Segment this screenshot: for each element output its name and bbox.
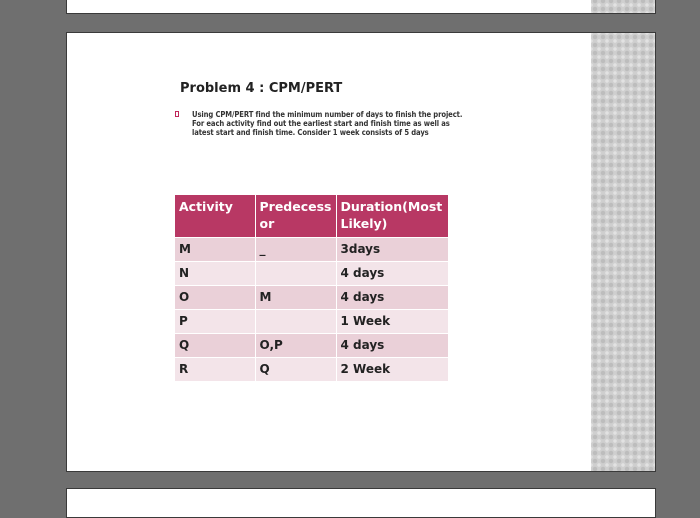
table-row bbox=[175, 309, 448, 333]
cell-duration: 1 Week bbox=[336, 309, 448, 333]
header-duration: Duration(Most Likely) bbox=[336, 195, 448, 237]
bullet-line: Using CPM/PERT find the minimum number of days to finish the project. bbox=[192, 110, 463, 119]
cell-predecessor: Q bbox=[255, 357, 336, 381]
slide-title: Problem 4 : CPM/PERT bbox=[180, 81, 343, 96]
cell-predecessor: O,P bbox=[255, 333, 336, 357]
cell-duration: 4 days bbox=[336, 333, 448, 357]
cell-activity: M bbox=[175, 237, 255, 261]
cell-activity: N bbox=[175, 261, 255, 285]
bullet-point bbox=[175, 110, 555, 137]
previous-slide[interactable] bbox=[66, 0, 656, 14]
cell-predecessor: M bbox=[255, 285, 336, 309]
table-row bbox=[175, 357, 448, 381]
cell-duration: 4 days bbox=[336, 285, 448, 309]
table-row bbox=[175, 237, 448, 261]
cell-activity: P bbox=[175, 309, 255, 333]
cell-predecessor: _ bbox=[255, 237, 336, 261]
activity-table bbox=[175, 195, 448, 381]
cell-duration: 2 Week bbox=[336, 357, 448, 381]
slide-decor-stripe bbox=[591, 33, 655, 471]
cell-activity: O bbox=[175, 285, 255, 309]
cell-activity: R bbox=[175, 357, 255, 381]
current-slide[interactable] bbox=[66, 32, 656, 472]
header-activity: Activity bbox=[175, 195, 255, 237]
header-predecessor: Predecess or bbox=[255, 195, 336, 237]
cell-duration: 3days bbox=[336, 237, 448, 261]
table-row bbox=[175, 261, 448, 285]
bullet-text bbox=[192, 110, 555, 137]
cell-duration: 4 days bbox=[336, 261, 448, 285]
table-header-row bbox=[175, 195, 448, 237]
cell-predecessor bbox=[255, 261, 336, 285]
slide-decor-stripe bbox=[591, 0, 655, 13]
bullet-line: For each activity find out the earliest start and finish time as well as bbox=[192, 119, 450, 128]
bullet-line: latest start and finish time. Consider 1 week consists of 5 days bbox=[192, 128, 429, 137]
cell-activity: Q bbox=[175, 333, 255, 357]
next-slide[interactable] bbox=[66, 488, 656, 518]
bullet-icon bbox=[175, 111, 179, 117]
table-row bbox=[175, 285, 448, 309]
table-row bbox=[175, 333, 448, 357]
cell-predecessor bbox=[255, 309, 336, 333]
